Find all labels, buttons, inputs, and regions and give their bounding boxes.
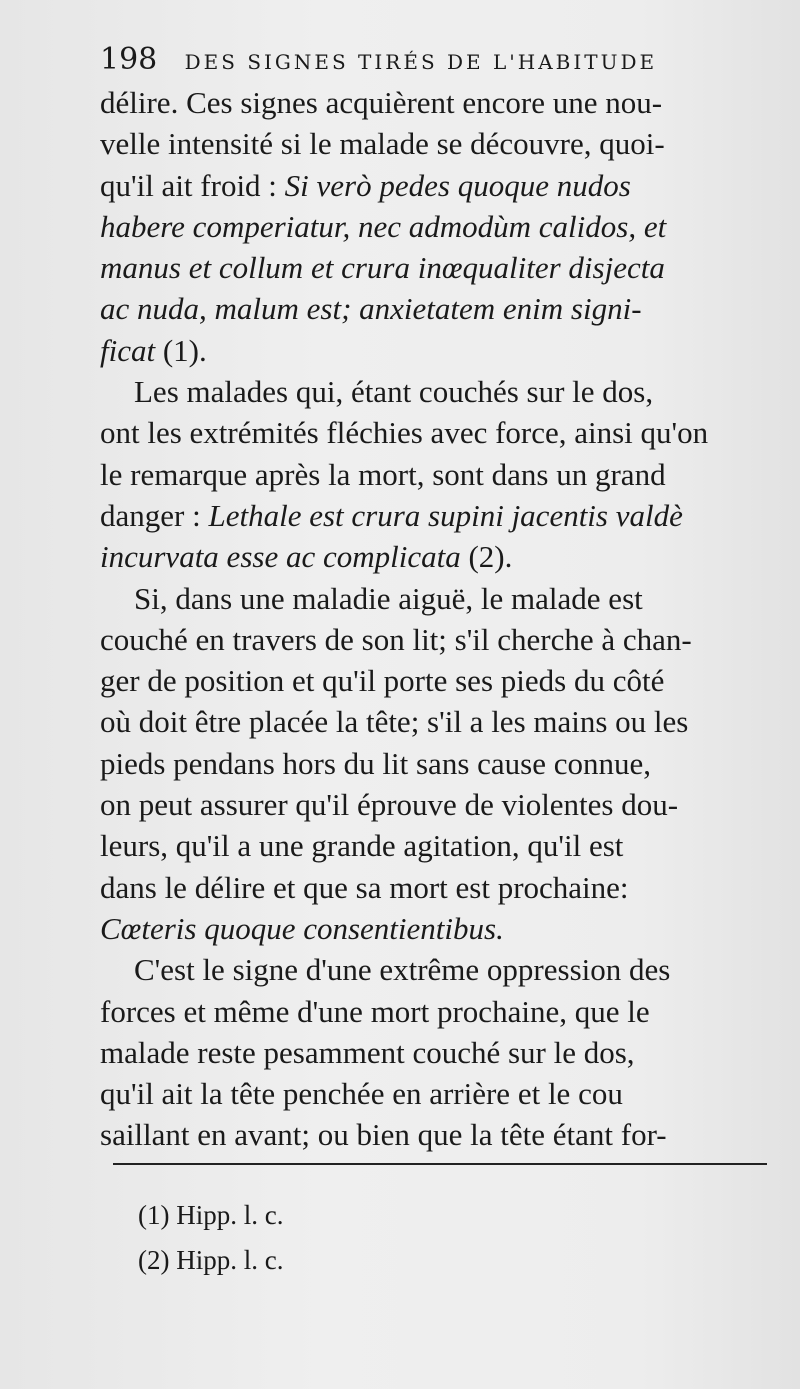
- text-line: [100, 288, 762, 329]
- roman-text: couché en travers de son lit; s'il cherche à chan-: [100, 621, 692, 657]
- footnote: [138, 1193, 283, 1238]
- text-line: [100, 82, 762, 123]
- text-line: [100, 908, 762, 949]
- text-line: [100, 784, 762, 825]
- footnote-text: Hipp. l. c.: [169, 1200, 284, 1230]
- text-line: [100, 371, 762, 412]
- text-line: [100, 825, 762, 866]
- text-line: [100, 660, 762, 701]
- footnote-mark: (1): [138, 1200, 170, 1230]
- text-line: [100, 495, 762, 536]
- roman-text: (1).: [155, 332, 207, 368]
- roman-text: forces et même d'une mort prochaine, que le: [100, 993, 650, 1029]
- text-line: [100, 247, 762, 288]
- roman-text: on peut assurer qu'il éprouve de violentes dou-: [100, 787, 679, 823]
- roman-text: C'est le signe d'une extrême oppression des: [134, 952, 671, 988]
- latin-quote: incurvata esse ac complicata: [100, 539, 461, 575]
- text-line: [100, 412, 762, 453]
- text-line: [100, 578, 762, 619]
- text-line: [100, 123, 762, 164]
- latin-quote: manus et collum et crura inœqualiter disjecta: [100, 250, 665, 286]
- page-header: [100, 42, 760, 82]
- text-line: [100, 206, 762, 247]
- roman-text: qu'il ait la tête penchée en arrière et le cou: [100, 1076, 623, 1112]
- text-line: [100, 1114, 762, 1155]
- roman-text: où doit être placée la tête; s'il a les mains ou les: [100, 704, 689, 740]
- text-line: [100, 619, 762, 660]
- latin-quote: Si verò pedes quoque nudos: [284, 167, 631, 203]
- roman-text: ger de position et qu'il porte ses pieds du côté: [100, 663, 665, 699]
- roman-text: pieds pendans hors du lit sans cause connue,: [100, 745, 651, 781]
- text-line: [100, 991, 762, 1032]
- roman-text: qu'il ait froid :: [100, 167, 285, 203]
- body-text: [100, 82, 762, 1156]
- latin-quote: ac nuda, malum est; anxietatem enim signi-: [100, 291, 642, 327]
- footnote: [138, 1238, 283, 1283]
- footnote-mark: (2): [138, 1245, 170, 1275]
- text-line: [100, 165, 762, 206]
- text-line: [100, 536, 762, 577]
- page-number: 198: [100, 42, 158, 77]
- roman-text: malade reste pesamment couché sur le dos,: [100, 1034, 635, 1070]
- running-title: DES SIGNES TIRÉS DE L'HABITUDE: [184, 50, 658, 74]
- latin-quote: Cœteris quoque consentientibus.: [100, 910, 504, 946]
- roman-text: leurs, qu'il a une grande agitation, qu'il est: [100, 828, 624, 864]
- text-line: [100, 330, 762, 371]
- roman-text: le remarque après la mort, sont dans un grand: [100, 456, 666, 492]
- latin-quote: ficat: [100, 332, 156, 368]
- roman-text: velle intensité si le malade se découvre, quoi-: [100, 126, 665, 162]
- text-line: [100, 743, 762, 784]
- roman-text: saillant en avant; ou bien que la tête étant for-: [100, 1117, 667, 1153]
- roman-text: (2).: [460, 539, 513, 575]
- roman-text: ont les extrémités fléchies avec force, ainsi qu'on: [100, 415, 709, 451]
- latin-quote: habere comperiatur, nec admodùm calidos, et: [100, 208, 667, 244]
- footnote-rule: [113, 1163, 767, 1165]
- text-line: [100, 1032, 762, 1073]
- footnotes: [138, 1193, 283, 1283]
- text-line: [100, 701, 762, 742]
- roman-text: délire. Ces signes acquièrent encore une nou-: [100, 85, 663, 120]
- roman-text: danger :: [100, 497, 209, 533]
- text-line: [100, 949, 762, 990]
- roman-text: dans le délire et que sa mort est prochaine:: [100, 869, 629, 905]
- footnote-text: Hipp. l. c.: [169, 1245, 284, 1275]
- text-line: [100, 1073, 762, 1114]
- text-line: [100, 867, 762, 908]
- roman-text: Les malades qui, étant couchés sur le dos,: [134, 374, 654, 410]
- latin-quote: Lethale est crura supini jacentis valdè: [208, 497, 683, 533]
- roman-text: Si, dans une maladie aiguë, le malade est: [134, 580, 643, 616]
- text-line: [100, 454, 762, 495]
